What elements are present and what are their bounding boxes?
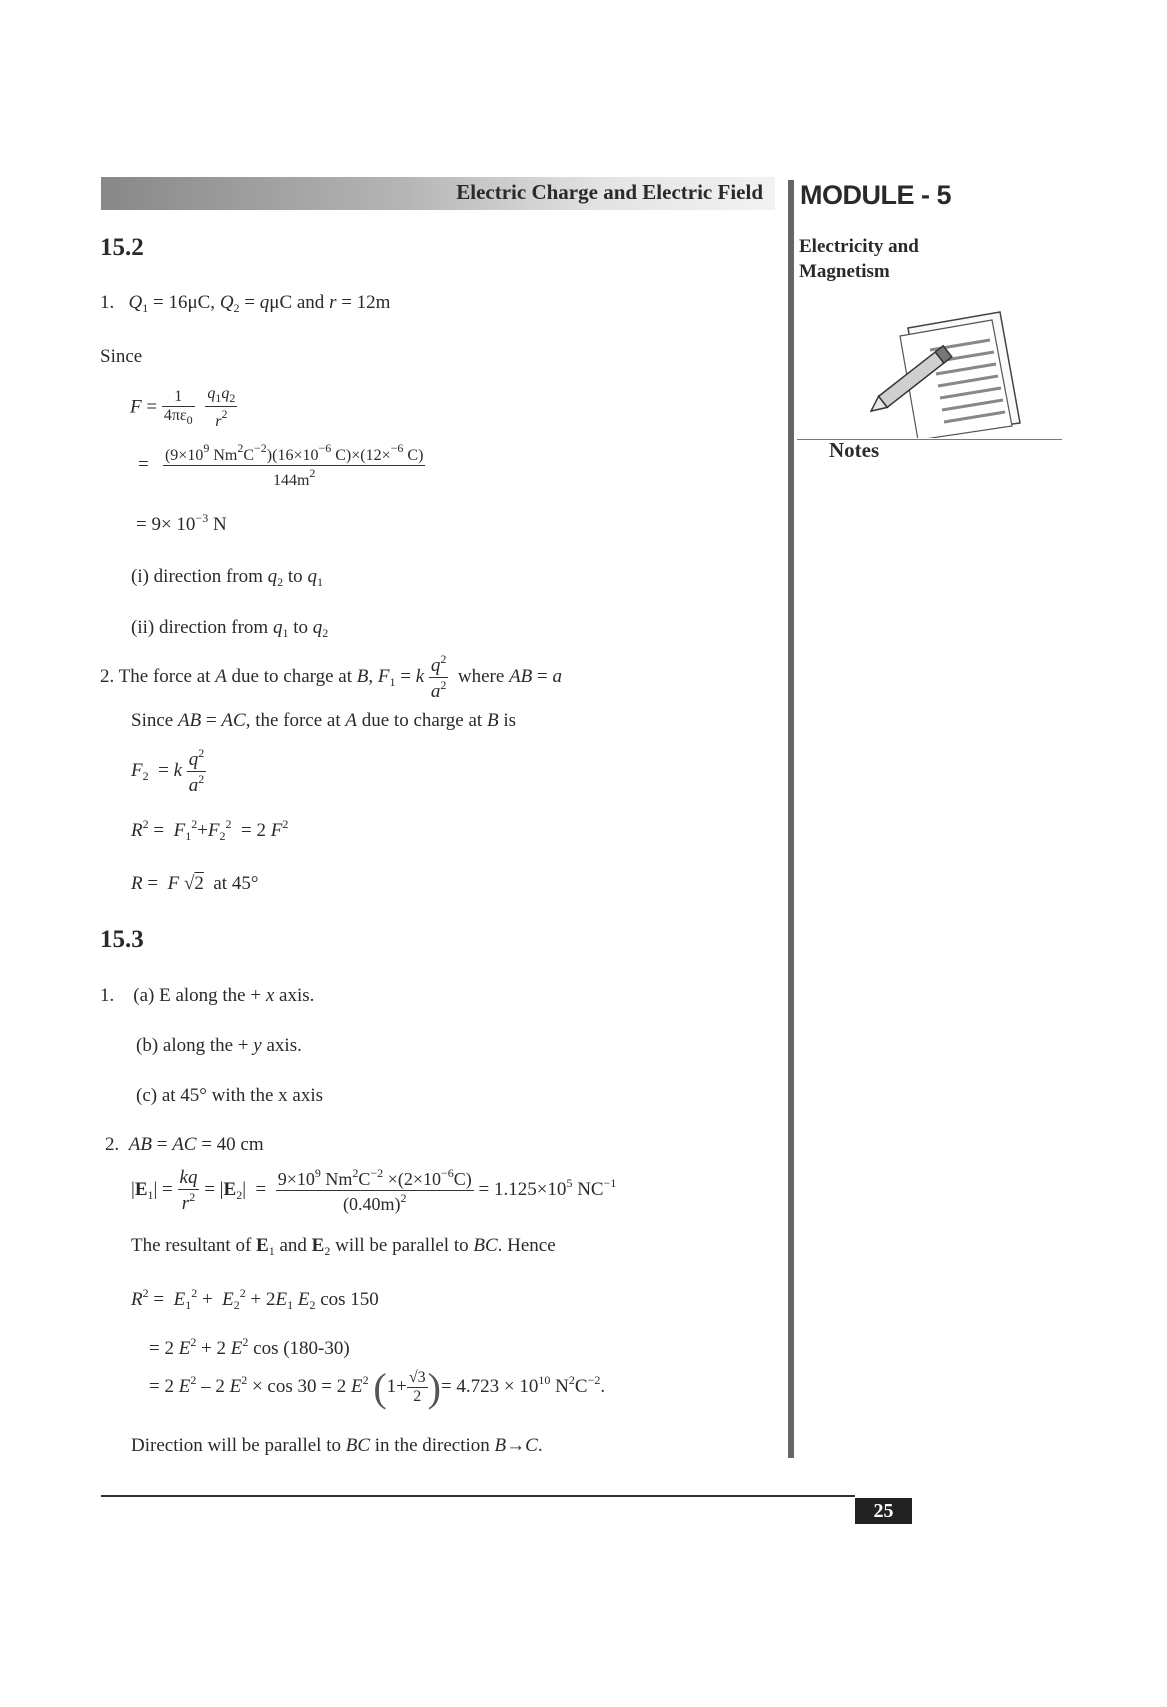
question-2-force: 2. The force at A due to charge at B, $F_1 = k$ $\frac{q^2}{a^2}$ where AB = a [100, 652, 562, 702]
resultant-step-1: = 2 $E^2 + 2$ $E^2$ cos (180-30) [149, 1335, 350, 1359]
ab-ac-distance: 2. AB = AC = 40 cm [105, 1134, 264, 1155]
page-number: 25 [855, 1498, 912, 1524]
since-ab-ac: Since AB = AC, the force at A due to charge at B is [131, 710, 517, 731]
resultant-statement: The resultant of $E_1$ and $E_2$ will be parallel to BC. Hence [131, 1235, 556, 1258]
r-squared-formula: $R^2 = F_1^2+F_2^2 = 2$ $F^2$ [131, 817, 289, 843]
header-band [101, 177, 775, 210]
answer-a: 1. (a) E along the + x axis. [100, 985, 315, 1006]
chapter-title: Electric Charge and Electric Field [456, 180, 763, 204]
resultant-formula: $R^2 = E_1^2 + E_2^2 + 2E_1$ $E_2$ cos 150 [131, 1286, 379, 1312]
answer-line: 1. $Q_1 = 16\mu C$, $Q_2 = q\mu C$ and r = 12m [100, 292, 391, 315]
f2-formula: $F_2 = k$ $\frac{q^2}{a^2}$ [131, 746, 205, 796]
section-heading: 15.2 [100, 234, 144, 261]
direction-ii: (ii) direction from $q_1$ to $q_2$ [131, 617, 329, 640]
answer-c: (c) at 45° with the x axis [136, 1085, 323, 1106]
module-subtitle [799, 234, 919, 284]
notes-label: Notes [829, 438, 880, 462]
field-magnitude: $|E_1|$ = $\frac{kq}{r^2}$ = $|E_2|$ = $\frac{9\times 10^9 Nm^2C^{-2} \times(2\times 10^{-6}C)}{(0.40m)^2}$ = $1.125\times 10^5$ $NC^{-1}$ [131, 1166, 617, 1214]
direction-i: (i) direction from $q_2$ to $q_1$ [131, 566, 323, 589]
coulomb-formula: F = $\frac{1}{4\pi\varepsilon_0}$ $\frac{q_1q_2}{r^2}$ [130, 385, 236, 430]
since-label: Since [100, 346, 143, 367]
module-subtitle-line2: Magnetism [799, 261, 890, 282]
direction-statement: Direction will be parallel to BC in the direction B→C. [131, 1435, 543, 1456]
section-heading: 15.3 [100, 926, 144, 953]
footer-rule [101, 1495, 855, 1497]
margin-divider [788, 180, 794, 1458]
force-substitution: = $\frac{(9\times 10^9 Nm^2C^{-2})(16\times 10^{-6} C)\times(12\times^{-6} C)}{144m^2}$ [138, 441, 424, 489]
answer-b: (b) along the + y axis. [136, 1035, 302, 1056]
r-result: R = F √2 at 45° [131, 873, 259, 894]
module-subtitle-line1: Electricity and [799, 236, 919, 257]
module-title: MODULE - 5 [800, 180, 952, 210]
resultant-step-2: = 2 $E^2 - 2$ $E^2 \times \cos 30 = 2$ $E^2$ (1+ $\frac{√3}{2}$ )= $4.723 \times 10^{10}$ $N^2C^{-2}$. [149, 1365, 606, 1410]
force-result: = $9\times 10^{-3}$ N [136, 511, 227, 535]
notes-pencil-icon [870, 308, 1030, 438]
